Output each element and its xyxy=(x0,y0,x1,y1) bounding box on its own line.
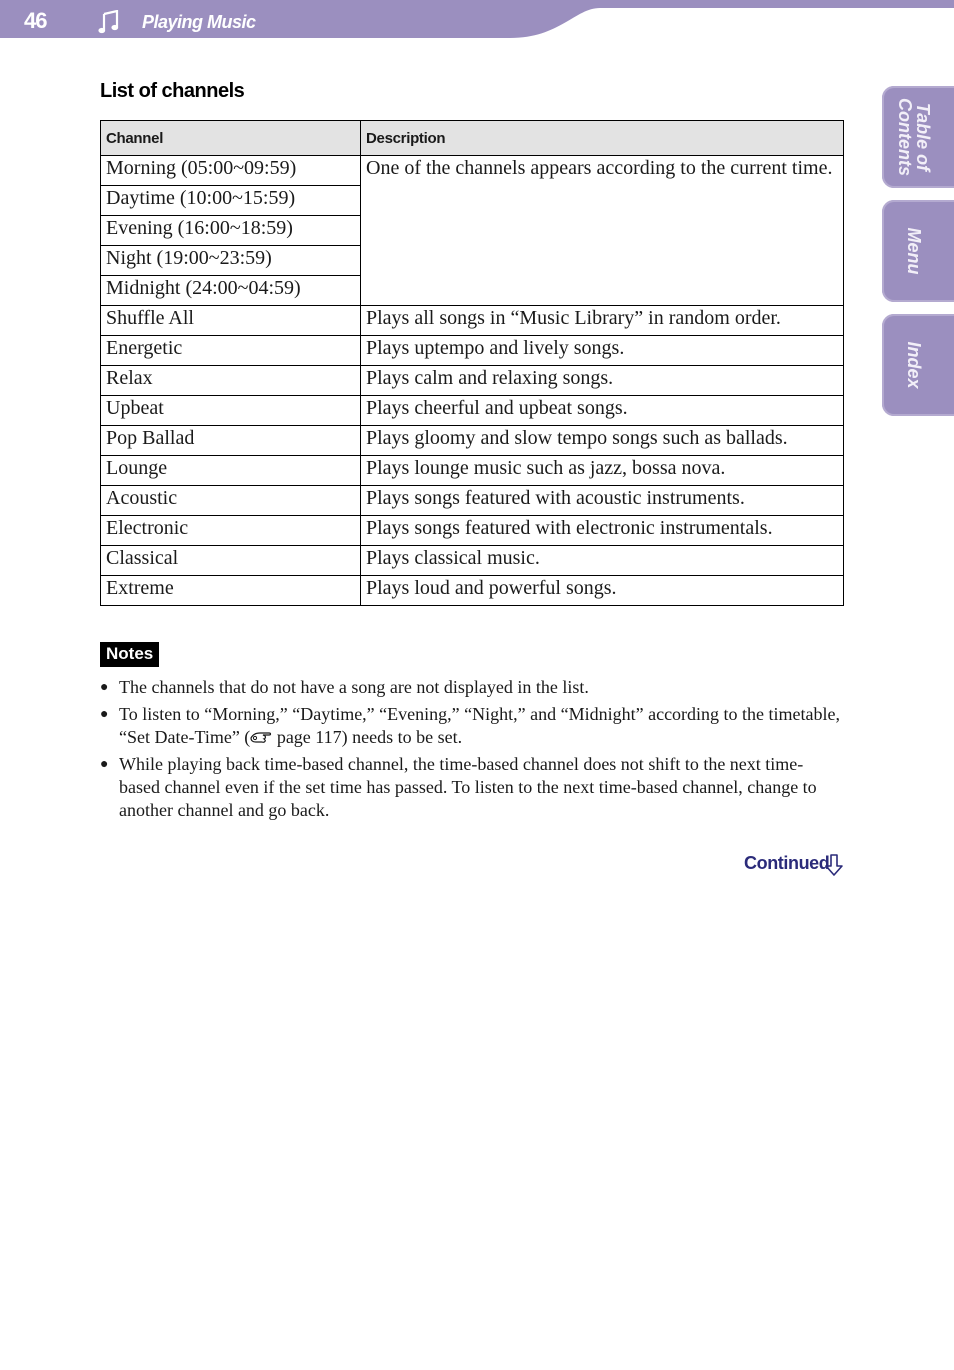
arrow-down-icon xyxy=(825,853,843,877)
tab-toc-label-line1: Table of xyxy=(913,102,933,172)
description-cell: Plays cheerful and upbeat songs. xyxy=(361,396,844,426)
table-row xyxy=(101,306,844,336)
table-row xyxy=(101,366,844,396)
channel-cell: Evening (16:00~18:59) xyxy=(101,216,361,246)
tab-index-label: Index xyxy=(904,341,924,389)
table-row xyxy=(101,426,844,456)
channels-table xyxy=(100,120,844,606)
table-row xyxy=(101,576,844,606)
channel-cell: Daytime (10:00~15:59) xyxy=(101,186,361,216)
time-description-cell: One of the channels appears according to the current time. xyxy=(361,156,844,306)
list-title: List of channels xyxy=(100,80,245,102)
channel-cell: Night (19:00~23:59) xyxy=(101,246,361,276)
table-row xyxy=(101,456,844,486)
table-row xyxy=(101,486,844,516)
channel-cell: Pop Ballad xyxy=(101,426,361,456)
table-row xyxy=(101,516,844,546)
description-cell: Plays gloomy and slow tempo songs such as ballads. xyxy=(361,426,844,456)
table-row xyxy=(101,336,844,366)
bullet-icon: ● xyxy=(100,757,109,772)
page-reference[interactable]: page 117) needs to be set. xyxy=(272,727,463,747)
page-number: 46 xyxy=(24,8,47,33)
continued-label[interactable]: Continued xyxy=(744,853,830,873)
description-cell: Plays songs featured with electronic instrumentals. xyxy=(361,516,844,546)
table-row xyxy=(101,156,844,186)
channel-cell: Classical xyxy=(101,546,361,576)
notes-list xyxy=(100,676,844,826)
column-header-description: Description xyxy=(361,121,844,156)
list-item xyxy=(100,703,844,749)
description-cell: Plays uptempo and lively songs. xyxy=(361,336,844,366)
tab-menu[interactable] xyxy=(882,200,954,302)
notes-badge: Notes xyxy=(100,642,159,667)
list-item xyxy=(100,676,844,699)
bullet-icon: ● xyxy=(100,707,109,722)
channel-cell: Extreme xyxy=(101,576,361,606)
channel-cell: Energetic xyxy=(101,336,361,366)
page-header xyxy=(0,0,954,40)
channel-cell: Shuffle All xyxy=(101,306,361,336)
channel-cell: Morning (05:00~09:59) xyxy=(101,156,361,186)
description-cell: Plays calm and relaxing songs. xyxy=(361,366,844,396)
channel-cell: Midnight (24:00~04:59) xyxy=(101,276,361,306)
list-item xyxy=(100,753,844,822)
description-cell: Plays lounge music such as jazz, bossa nova. xyxy=(361,456,844,486)
tab-toc-label xyxy=(896,98,932,176)
channel-cell: Electronic xyxy=(101,516,361,546)
channel-cell: Upbeat xyxy=(101,396,361,426)
channel-cell: Relax xyxy=(101,366,361,396)
table-row xyxy=(101,546,844,576)
music-note-icon xyxy=(98,10,120,34)
note-text: The channels that do not have a song are not displayed in the list. xyxy=(119,677,589,697)
channel-cell: Acoustic xyxy=(101,486,361,516)
channel-cell: Lounge xyxy=(101,456,361,486)
column-header-channel: Channel xyxy=(101,121,361,156)
table-row xyxy=(101,396,844,426)
section-title: Playing Music xyxy=(142,12,256,32)
description-cell: Plays all songs in “Music Library” in random order. xyxy=(361,306,844,336)
description-cell: Plays songs featured with acoustic instruments. xyxy=(361,486,844,516)
tab-index[interactable] xyxy=(882,314,954,416)
tab-toc-label-line2: Contents xyxy=(895,98,915,176)
note-text: While playing back time-based channel, the time-based channel does not shift to the next time-based channel even if the set time has passed. To listen to the next time-based channel, change to another channel and go back. xyxy=(119,754,817,820)
pointing-hand-icon[interactable] xyxy=(250,728,272,744)
table-header-row xyxy=(101,121,844,156)
note-text: To listen to “Morning,” “Daytime,” “Evening,” “Night,” and “Midnight” according to the timetable, “Set Date-Time” ( xyxy=(119,704,841,747)
tab-table-of-contents[interactable] xyxy=(882,86,954,188)
description-cell: Plays loud and powerful songs. xyxy=(361,576,844,606)
tab-menu-label: Menu xyxy=(904,227,924,275)
bullet-icon: ● xyxy=(100,680,109,695)
description-cell: Plays classical music. xyxy=(361,546,844,576)
